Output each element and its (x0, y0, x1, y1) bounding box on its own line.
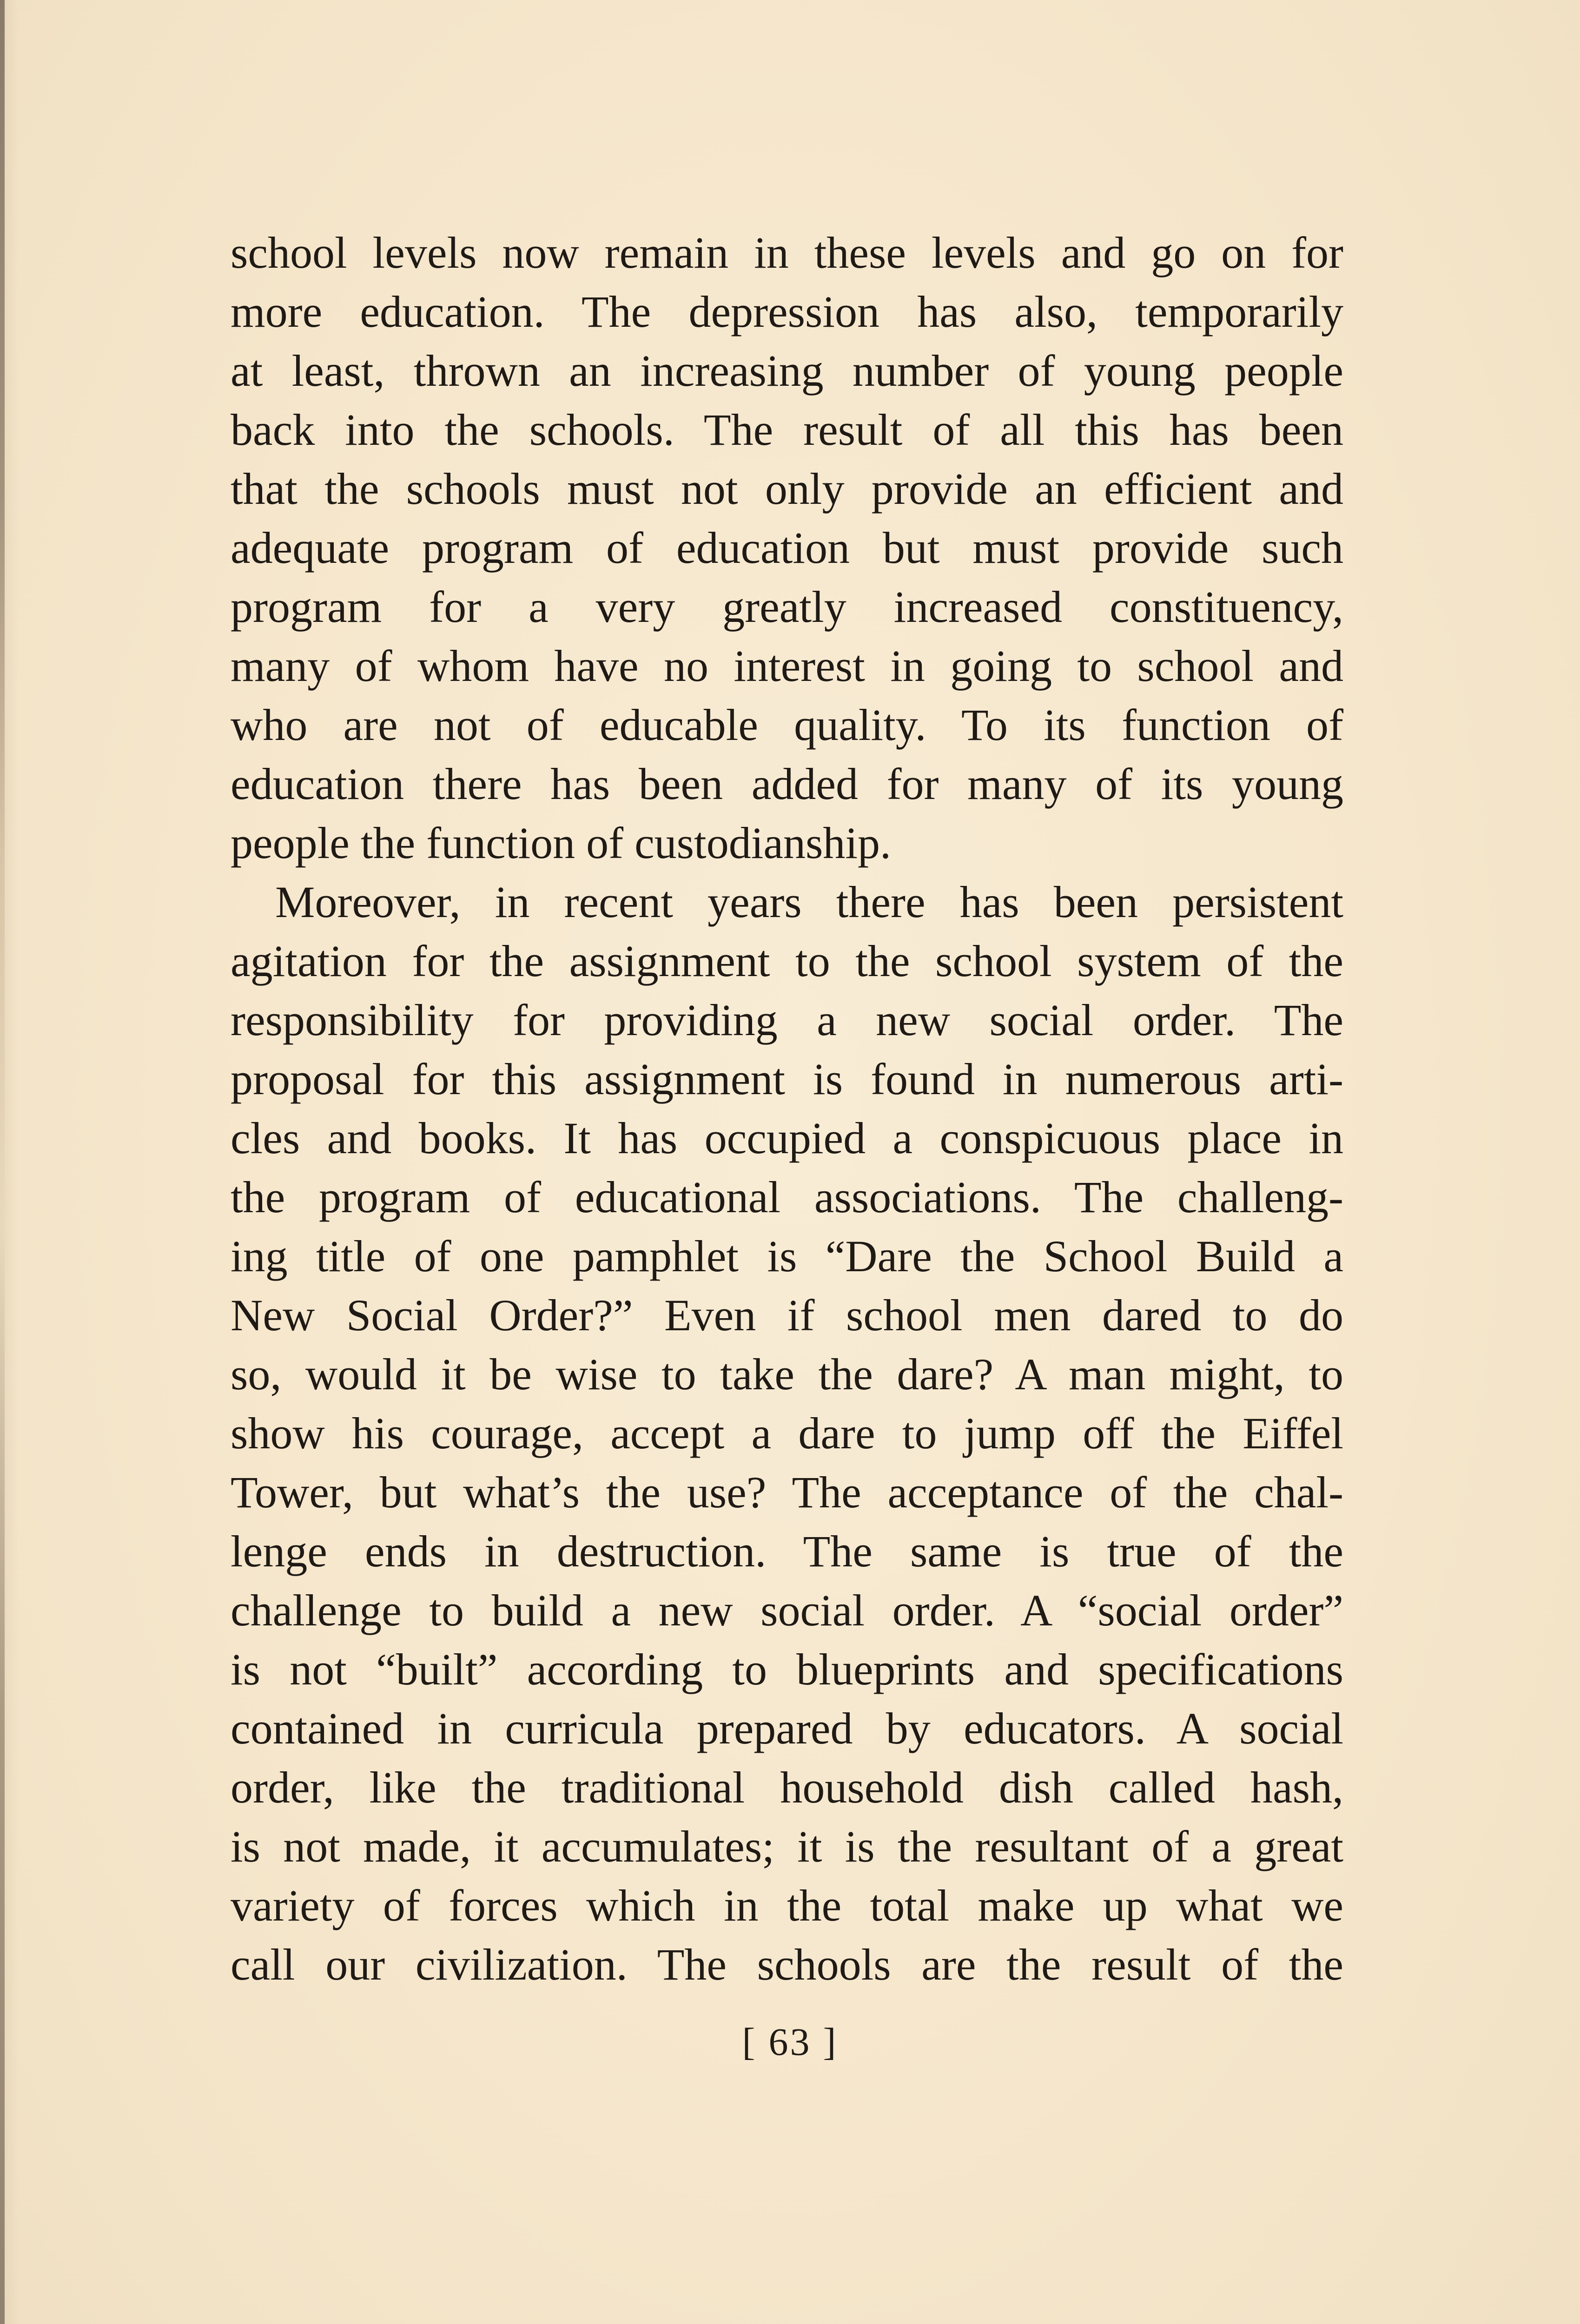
text-line: order, like the traditional household dish called hash, (231, 1763, 1343, 1812)
text-line: show his courage, accept a dare to jump off the Eiffel (231, 1408, 1343, 1458)
text-line: adequate program of education but must provide such (231, 523, 1343, 573)
text-line: so, would it be wise to take the dare? A man might, to (231, 1349, 1343, 1399)
text-line: responsibility for providing a new social order. The (231, 995, 1343, 1045)
text-line: cles and books. It has occupied a conspicuous place in (231, 1113, 1343, 1163)
text-line: agitation for the assignment to the school system of the (231, 936, 1343, 986)
text-line: ing title of one pamphlet is “Dare the School Build a (231, 1231, 1343, 1281)
paragraph-start-line: Moreover, in recent years there has been persistent (275, 877, 1343, 927)
text-line: call our civilization. The schools are the result of the (231, 1940, 1343, 1989)
text-line: at least, thrown an increasing number of young people (231, 346, 1343, 396)
text-line: variety of forces which in the total make up what we (231, 1881, 1343, 1930)
text-line: contained in curricula prepared by educators. A social (231, 1703, 1343, 1753)
text-line: challenge to build a new social order. A “social order” (231, 1585, 1343, 1635)
paragraph-end-line: people the function of custodianship. (231, 818, 892, 868)
page-binding-edge (0, 0, 5, 2324)
text-line: back into the schools. The result of all this has been (231, 405, 1343, 455)
text-line: that the schools must not only provide an efficient and (231, 464, 1343, 514)
text-line: school levels now remain in these levels and go on for (231, 228, 1343, 277)
text-line: the program of educational associations. The challeng- (231, 1172, 1343, 1222)
text-line: is not “built” according to blueprints and specifications (231, 1644, 1343, 1694)
text-line: lenge ends in destruction. The same is true of the (231, 1526, 1343, 1576)
text-line: education there has been added for many of its young (231, 759, 1343, 809)
text-line: who are not of educable quality. To its function of (231, 700, 1343, 750)
text-line: program for a very greatly increased constituency, (231, 582, 1343, 632)
text-line: is not made, it accumulates; it is the resultant of a great (231, 1822, 1343, 1871)
text-line: proposal for this assignment is found in numerous arti- (231, 1054, 1343, 1104)
text-line: New Social Order?” Even if school men dared to do (231, 1290, 1343, 1340)
text-line: Tower, but what’s the use? The acceptance of the chal- (231, 1467, 1343, 1517)
text-line: more education. The depression has also, temporarily (231, 287, 1343, 337)
body-text (231, 223, 1343, 1994)
page-number: [ 63 ] (742, 2020, 838, 2064)
text-line: many of whom have no interest in going to school and (231, 641, 1343, 691)
